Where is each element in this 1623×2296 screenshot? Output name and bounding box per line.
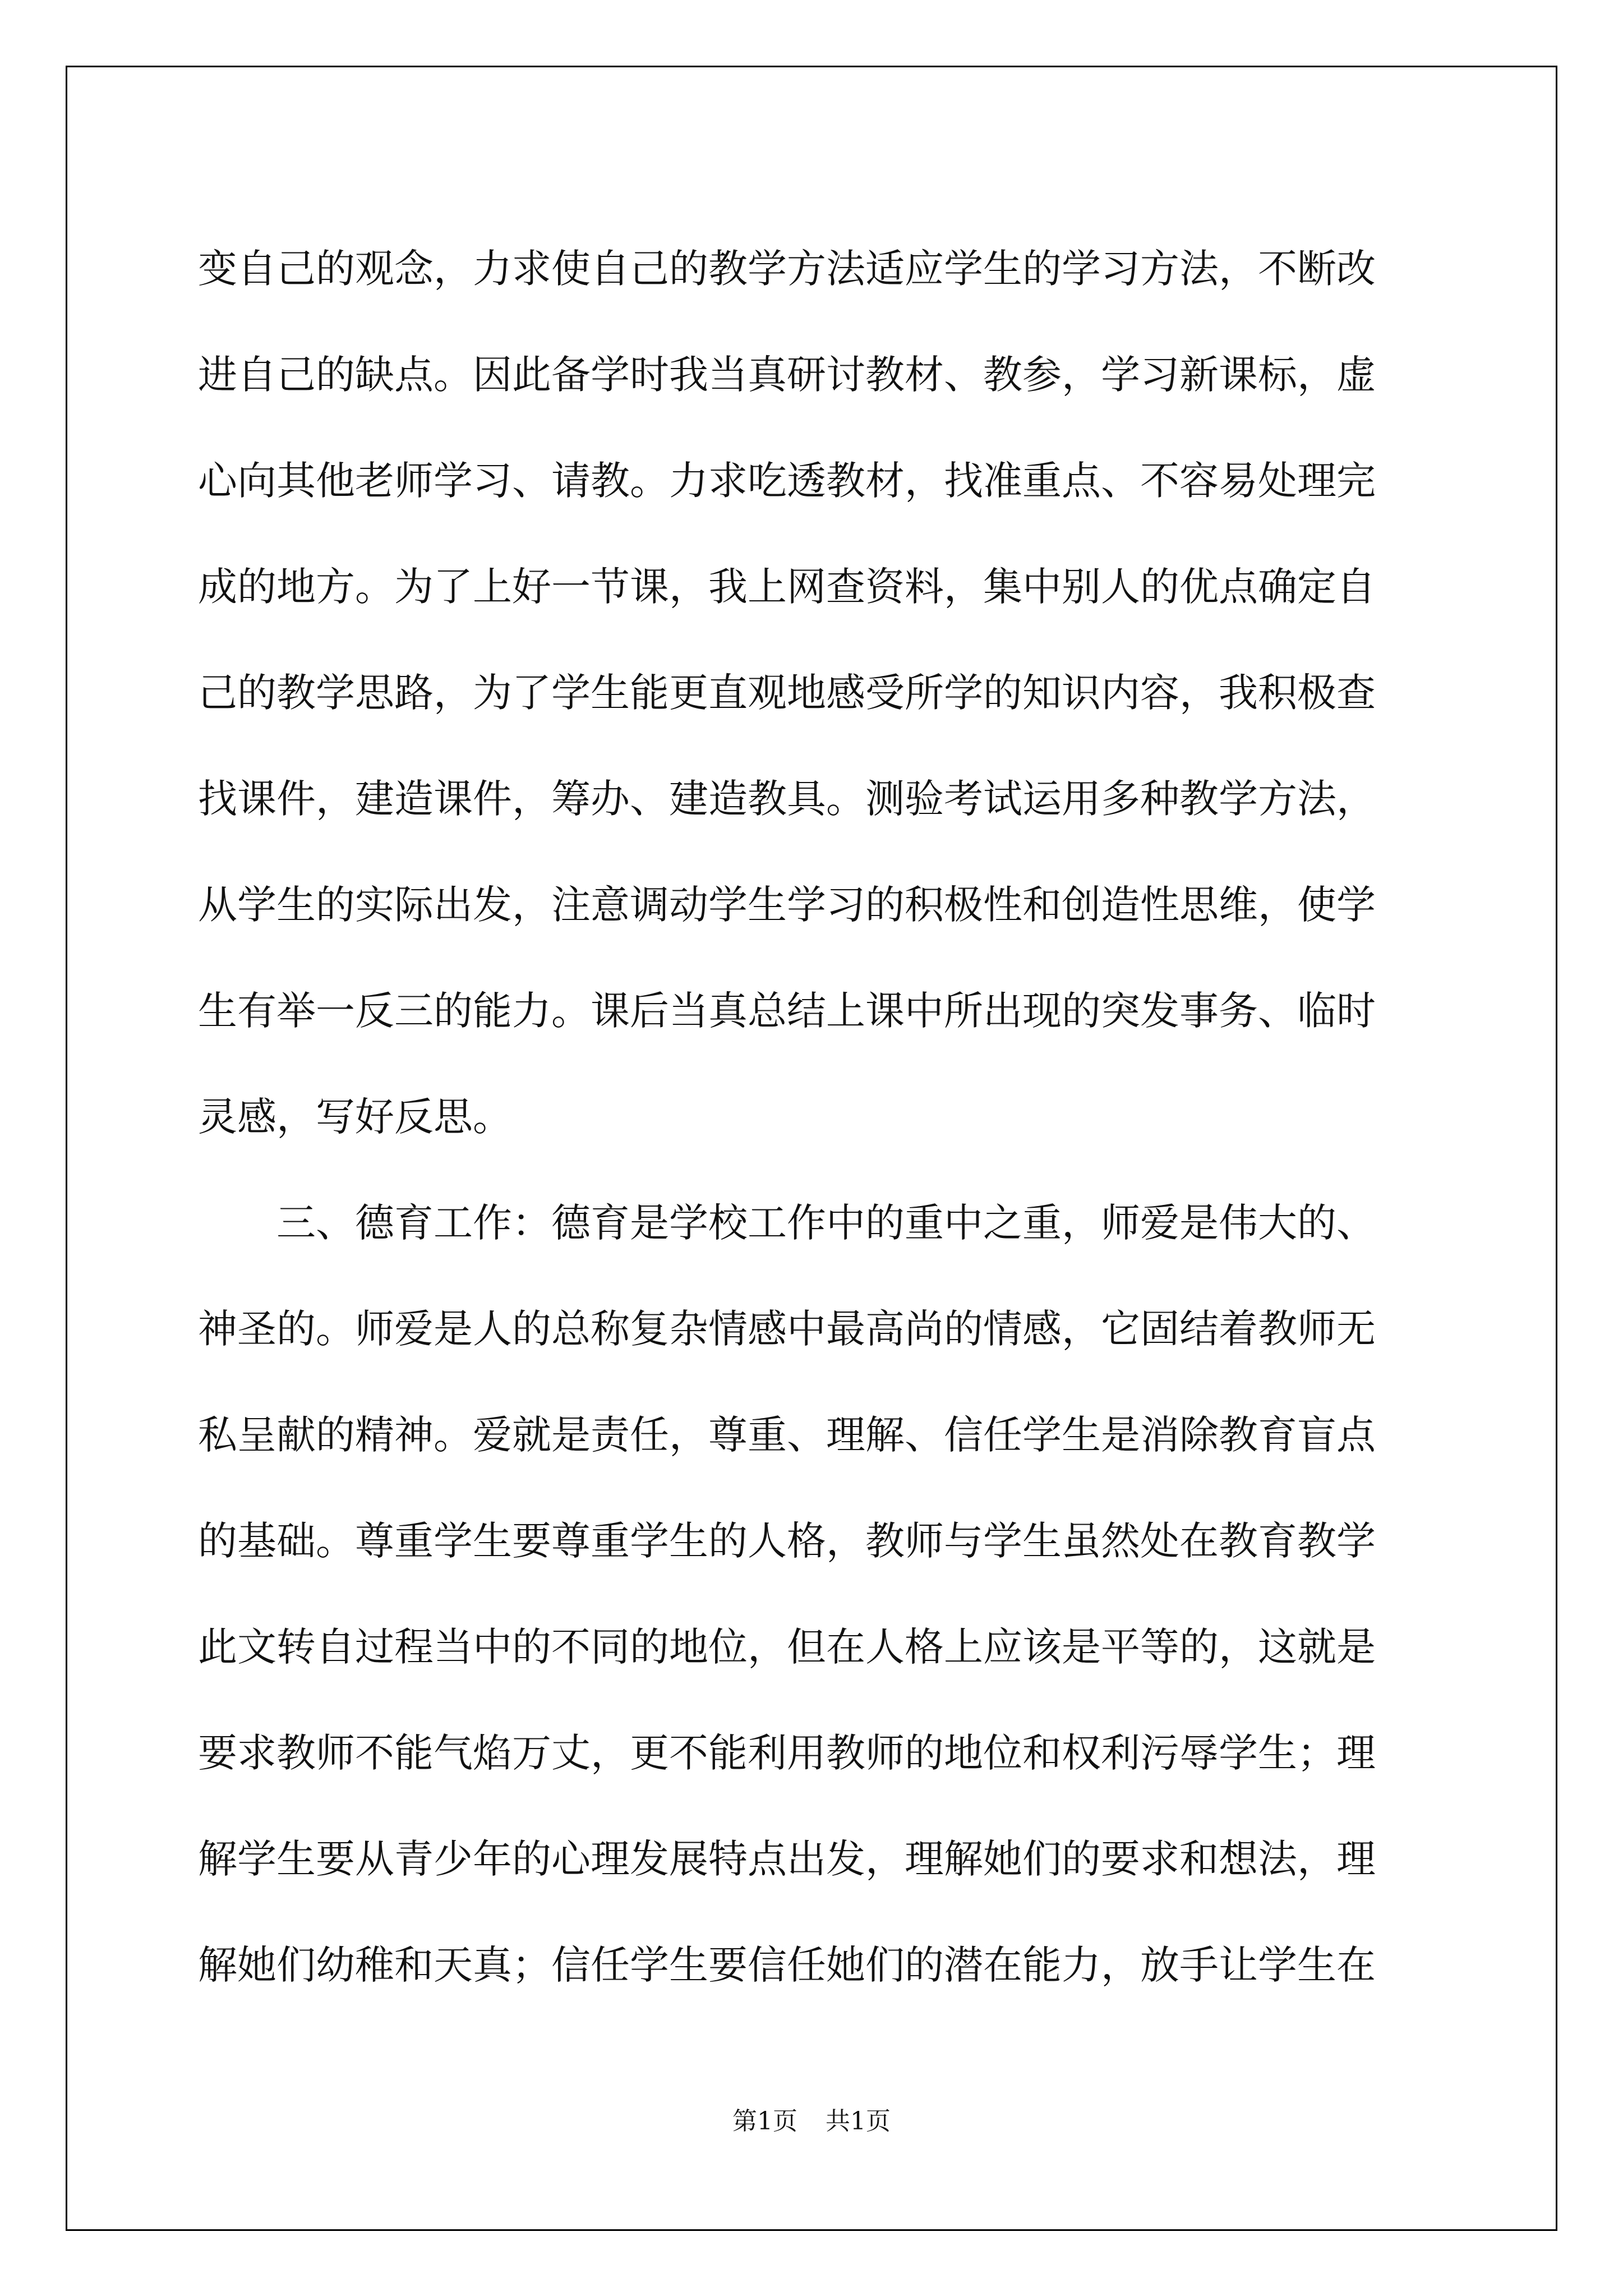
text-line: 生有举一反三的能力。课后当真总结上课中所出现的突发事务、临时 [198,988,1376,1034]
text-line: 灵感，写好反思。 [198,1094,512,1140]
document-body [198,216,1432,2018]
text-line: 解她们幼稚和天真；信任学生要信任她们的潜在能力，放手让学生在 [198,1942,1376,1988]
text-line: 神圣的。师爱是人的总称复杂情感中最高尚的情感，它固结着教师无 [198,1306,1376,1352]
page-number-current: 第1页 [732,2107,797,2136]
text-line: 进自己的缺点。因此备学时我当真研讨教材、教参，学习新课标，虚 [198,352,1376,398]
text-line: 找课件，建造课件，筹办、建造教具。测验考试运用多种教学方法， [198,776,1376,822]
text-line: 解学生要从青少年的心理发展特点出发，理解她们的要求和想法，理 [198,1836,1376,1882]
section-heading-line: 三、德育工作：德育是学校工作中的重中之重，师爱是伟大的、 [276,1200,1376,1246]
page-number-total: 共1页 [826,2107,891,2136]
text-line: 变自己的观念，力求使自己的教学方法适应学生的学习方法，不断改 [198,246,1376,292]
text-line: 的基础。尊重学生要尊重学生的人格，教师与学生虽然处在教育教学 [198,1518,1376,1564]
page-footer [0,2101,1623,2137]
text-line: 从学生的实际出发，注意调动学生学习的积极性和创造性思维，使学 [198,882,1376,928]
text-line: 己的教学思路，为了学生能更直观地感受所学的知识内容，我积极查 [198,670,1376,716]
text-line: 成的地方。为了上好一节课，我上网查资料，集中别人的优点确定自 [198,564,1376,610]
text-line: 要求教师不能气焰万丈，更不能利用教师的地位和权利污辱学生；理 [198,1730,1376,1776]
text-line: 私呈献的精神。爱就是责任，尊重、理解、信任学生是消除教育盲点 [198,1412,1376,1458]
text-line: 心向其他老师学习、请教。力求吃透教材，找准重点、不容易处理完 [198,458,1376,504]
text-line: 此文转自过程当中的不同的地位，但在人格上应该是平等的，这就是 [198,1624,1376,1670]
